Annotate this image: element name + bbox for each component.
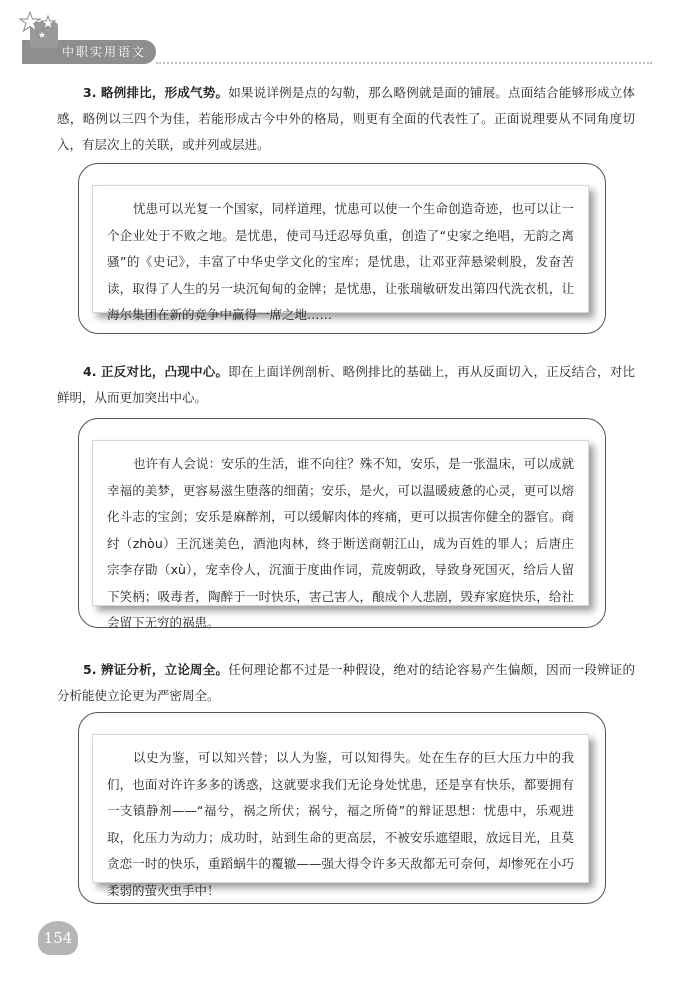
book-series-title: 中职实用语文 [62, 45, 147, 59]
section-3-paragraph [57, 80, 635, 158]
example-text-5: 以史为鉴，可以知兴替；以人为鉴，可以知得失。处在生存的巨大压力中的我们，也面对许许多多的诱惑，这就要求我们无论身处忧患，还是享有快乐，都要拥有一支镇静剂——“福兮，祸之所伏；祸兮，福之所倚”的辩证思想：忧患中，乐观进取，化压力为动力；成功时，站到生命的更高层，不被安乐遮望眼，放远目光，且莫贪恋一时的快乐，重蹈蜗牛的覆辙——强大得令许多天敌都无可奈何，却惨死在小巧柔弱的萤火虫手中！ [92, 734, 589, 883]
section-3-heading: 3. 略例排比，形成气势。 [83, 85, 229, 100]
section-5-paragraph [57, 657, 635, 709]
section-3-text: 如果说详例是点的勾勒，那么略例就是面的铺展。点面结合能够形成立体感，略例以三四个为佳，若能形成古今中外的格局，则更有全面的代表性了。正面说理要从不同角度切入，有层次上的关联，或并列或层进。 [57, 85, 635, 152]
example-text-3: 忧患可以光复一个国家，同样道理，忧患可以使一个生命创造奇迹，也可以让一个企业处于不败之地。是忧患，使司马迁忍辱负重，创造了“史家之绝唱，无韵之离骚”的《史记》，丰富了中华史学文化的宝库；是忧患，让邓亚萍悬梁刺股，发奋苦读，取得了人生的另一块沉甸甸的金牌；是忧患，让张瑞敏研发出第四代洗衣机，让海尔集团在新的竞争中赢得一席之地…… [92, 185, 589, 313]
header-dotted-divider [156, 62, 652, 64]
section-5-heading: 5. 辨证分析，立论周全。 [83, 662, 229, 677]
section-5-text: 任何理论都不过是一种假设，绝对的结论容易产生偏颇，因而一段辨证的分析能使立论更为严密周全。 [57, 662, 635, 703]
page-number: 154 [38, 921, 78, 955]
section-4-text: 即在上面详例剖析、略例排比的基础上，再从反面切入，正反结合，对比鲜明，从而更加突出中心。 [57, 364, 635, 405]
section-4-heading: 4. 正反对比，凸现中心。 [83, 364, 229, 379]
star-emblem-icon [18, 10, 62, 50]
section-4-paragraph [57, 359, 635, 411]
example-text-4: 也许有人会说：安乐的生活，谁不向往？殊不知，安乐，是一张温床，可以成就幸福的美梦，更容易滋生堕落的细菌；安乐，是火，可以温暖疲惫的心灵，更可以熔化斗志的宝剑；安乐是麻醉剂，可以缓解肉体的疼痛，更可以损害你健全的器官。商纣（zhòu）王沉迷美色，酒池肉林，终于断送商朝江山，成为百姓的罪人；后唐庄宗李存勖（xù），宠幸伶人，沉湎于度曲作词，荒废朝政，导致身死国灭，给后人留下笑柄；吸毒者，陶醉于一时快乐，害己害人，酿成个人悲剧，毁弃家庭快乐，给社会留下无穷的祸患。 [92, 440, 589, 606]
